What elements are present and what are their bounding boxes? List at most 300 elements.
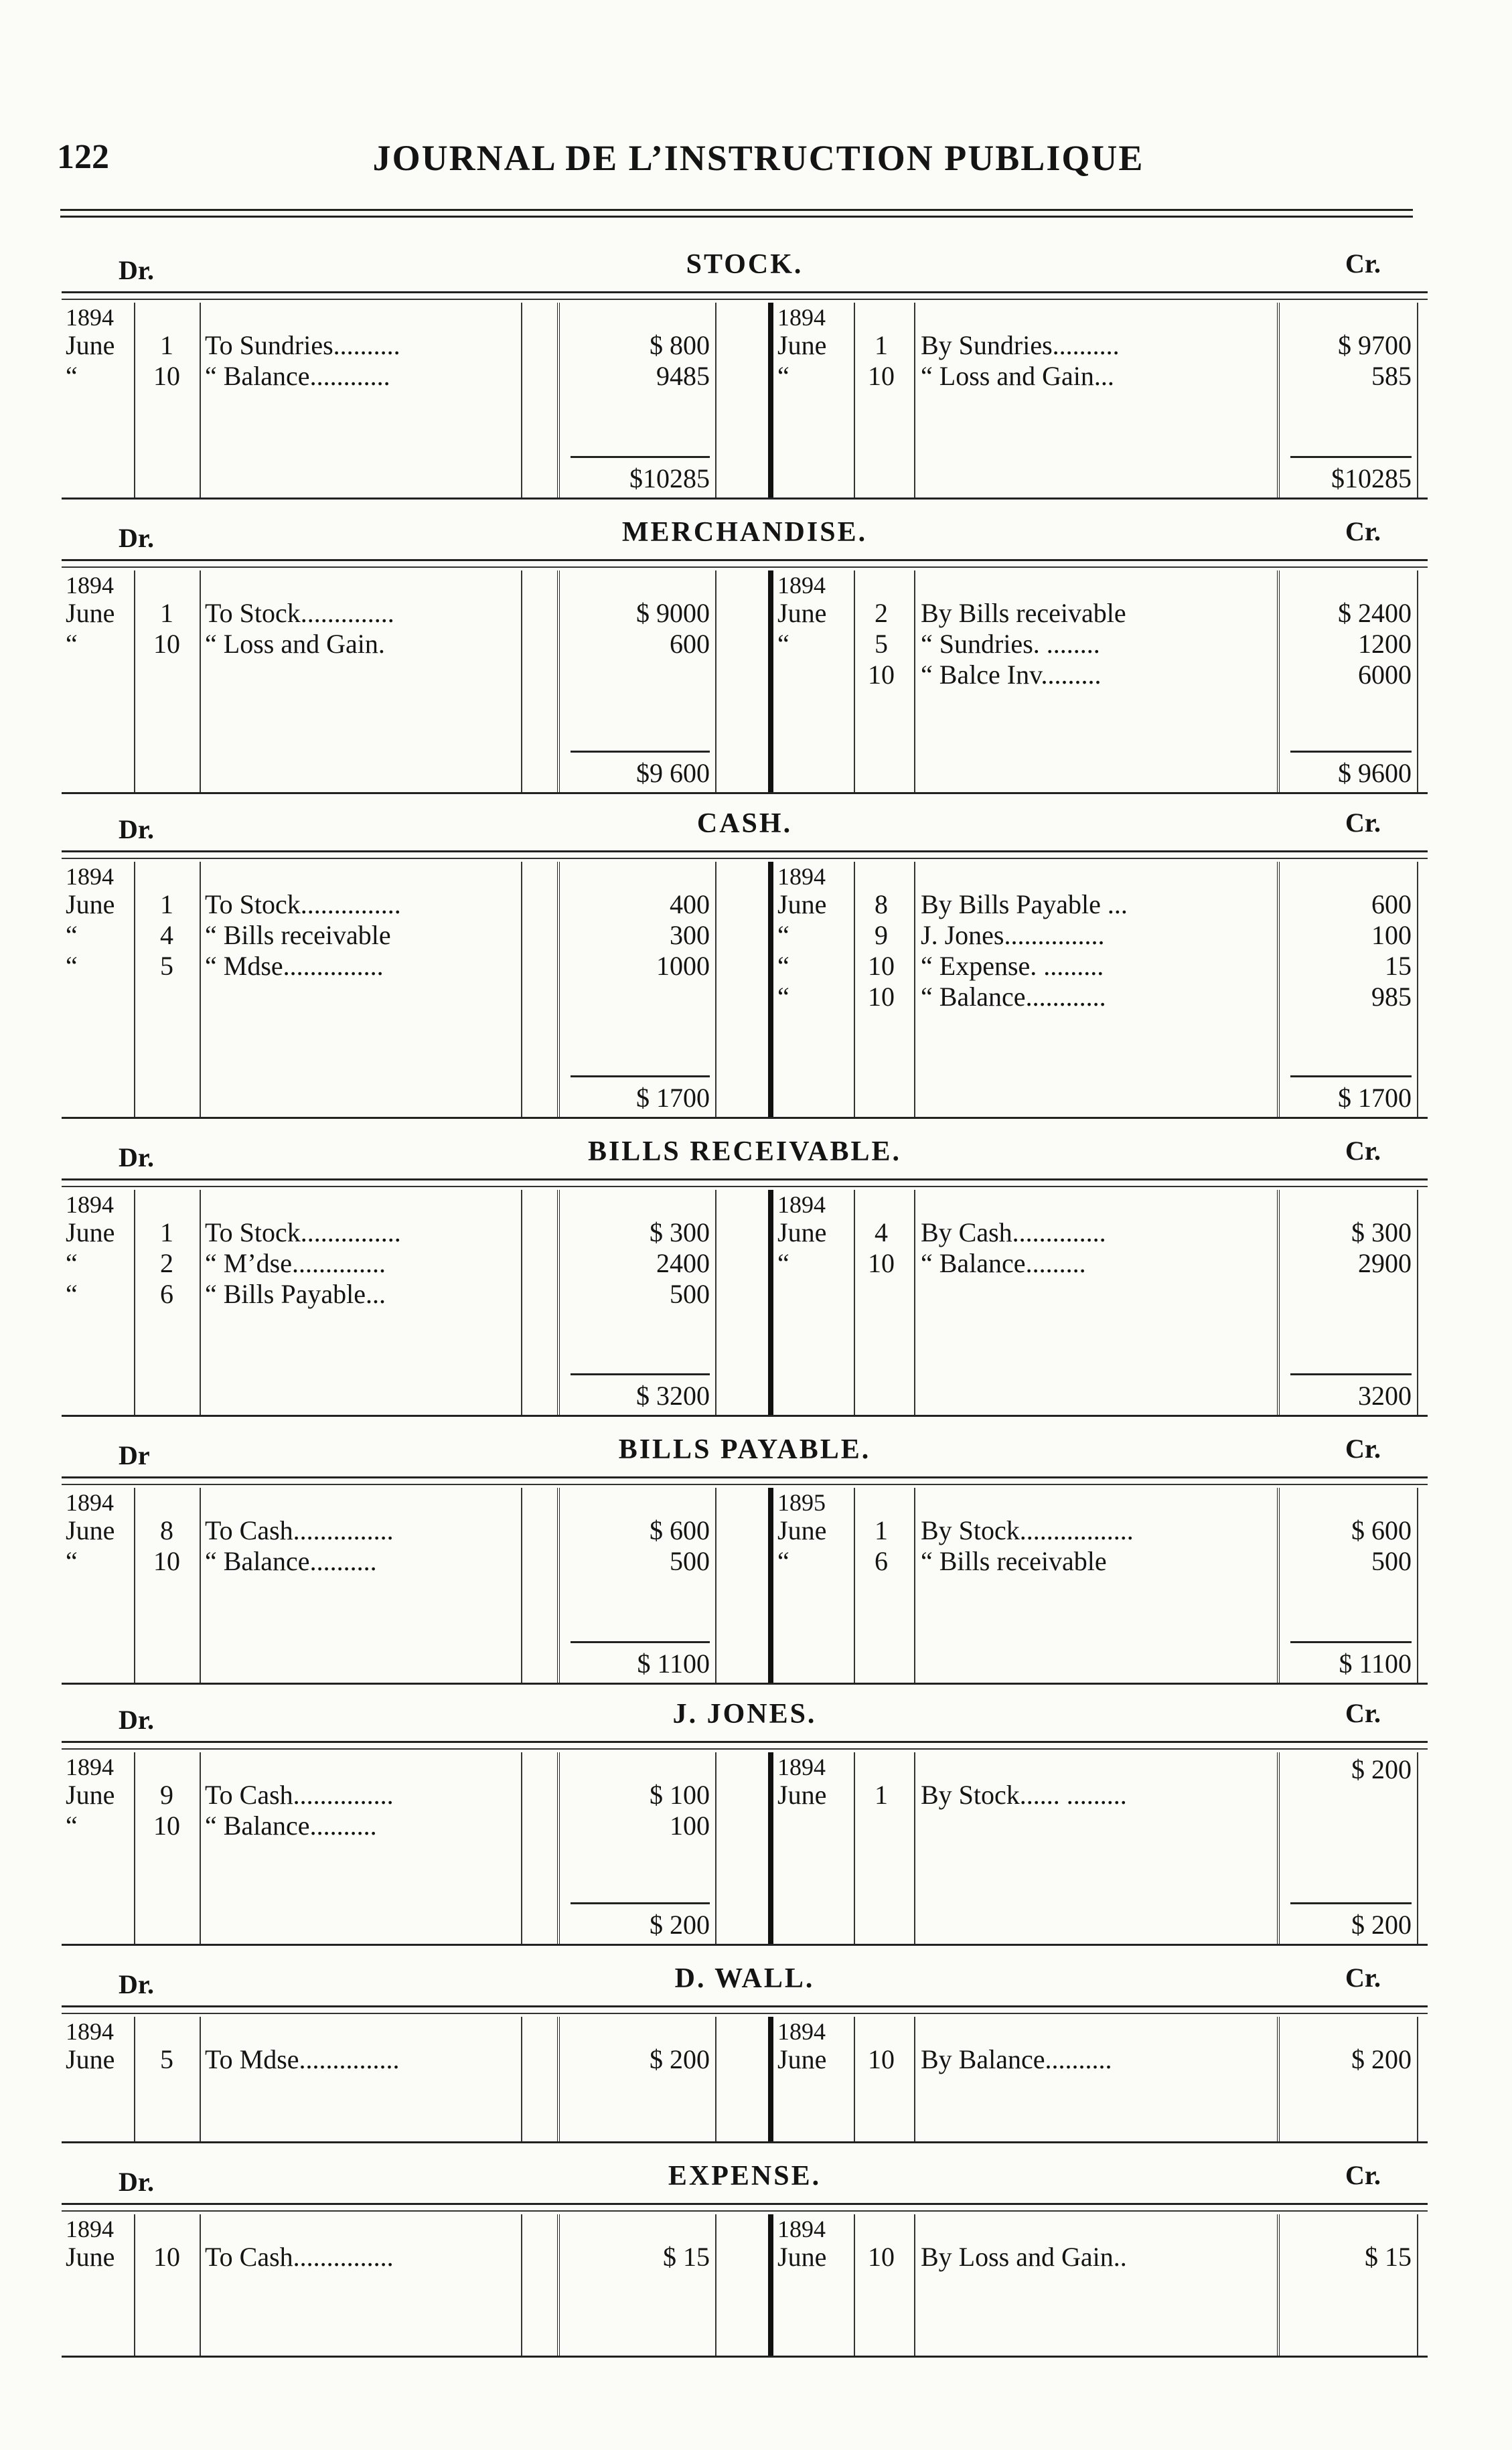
entry-description: “ Loss and Gain... xyxy=(921,361,1114,391)
total-rule xyxy=(1290,1902,1412,1904)
entry-day: 5 xyxy=(875,629,888,659)
debit-label: Dr. xyxy=(119,1969,154,1999)
entry-day: 5 xyxy=(160,951,173,981)
entry-description: “ Balance.......... xyxy=(205,1811,377,1841)
ledger-table xyxy=(62,1741,1428,1946)
entry-month: June xyxy=(66,598,115,628)
page-number: 122 xyxy=(57,138,109,176)
account-title: BILLS RECEIVABLE. xyxy=(587,1136,902,1167)
entry-month: June xyxy=(66,889,115,919)
entry-month: June xyxy=(66,2242,115,2272)
total-rule xyxy=(1290,751,1412,753)
left-side xyxy=(62,1488,731,1683)
entry-description: “ Loss and Gain. xyxy=(205,629,385,659)
account-heading xyxy=(62,228,1428,291)
journal-title: JOURNAL DE L’INSTRUCTION PUBLIQUE xyxy=(372,138,1144,178)
entry-day: 1 xyxy=(875,330,888,360)
entry-month: June xyxy=(777,598,827,628)
entry-day: 5 xyxy=(160,2044,173,2074)
day-column xyxy=(848,303,915,497)
entry-amount: $ 2400 xyxy=(1338,598,1412,628)
entry-day: 1 xyxy=(875,1780,888,1810)
entry-year: 1894 xyxy=(66,2216,114,2242)
amount-column xyxy=(557,1190,716,1415)
amount-column xyxy=(557,1488,716,1683)
description-column xyxy=(914,2214,1264,2356)
ledger-table xyxy=(62,291,1428,500)
left-side xyxy=(62,1752,731,1944)
entry-description: To Cash............... xyxy=(205,2242,394,2272)
entry-day: 6 xyxy=(875,1546,888,1576)
amount-column xyxy=(1277,1488,1418,1683)
amount-column xyxy=(557,1752,716,1944)
ledger-table xyxy=(62,2203,1428,2358)
debit-label: Dr. xyxy=(119,255,154,285)
entry-description: To Stock.............. xyxy=(205,598,394,628)
entry-year: 1894 xyxy=(777,1754,826,1780)
entry-day: 10 xyxy=(868,660,895,690)
entry-month: “ xyxy=(66,920,78,950)
entry-description: “ Bills receivable xyxy=(921,1546,1107,1576)
day-column xyxy=(134,303,201,497)
header-rule xyxy=(60,209,1413,211)
ledger-account xyxy=(62,1942,1428,2143)
total-rule xyxy=(571,1902,710,1904)
entry-day: 4 xyxy=(160,920,173,950)
entry-day: 10 xyxy=(153,1811,180,1841)
entry-description: By Sundries.......... xyxy=(921,330,1120,360)
entry-day: 1 xyxy=(160,598,173,628)
entry-day: 6 xyxy=(160,1279,173,1309)
date-column xyxy=(62,2017,135,2141)
total-rule xyxy=(571,751,710,753)
entry-total: $9 600 xyxy=(636,758,710,788)
right-side xyxy=(731,1752,1428,1944)
ledger-account xyxy=(62,2139,1428,2358)
entry-day: 8 xyxy=(875,889,888,919)
entry-month: June xyxy=(777,330,827,360)
entry-amount: 500 xyxy=(670,1546,710,1576)
date-column xyxy=(62,862,135,1117)
entry-description: To Stock............... xyxy=(205,889,401,919)
entry-month: “ xyxy=(66,1248,78,1278)
entry-description: “ Balance.......... xyxy=(205,1546,377,1576)
entry-amount: 100 xyxy=(670,1811,710,1841)
description-column xyxy=(200,2214,522,2356)
entry-amount: 985 xyxy=(1371,982,1412,1012)
debit-label: Dr. xyxy=(119,1705,154,1735)
left-side xyxy=(62,1190,731,1415)
entry-description: To Cash............... xyxy=(205,1780,394,1810)
amount-column xyxy=(557,2017,716,2141)
entry-total: $10285 xyxy=(629,463,710,493)
credit-label: Cr. xyxy=(1345,1698,1381,1728)
entry-amount: 300 xyxy=(670,920,710,950)
ledger-account xyxy=(62,1115,1428,1417)
amount-column xyxy=(1277,2017,1418,2141)
date-column xyxy=(768,862,855,1117)
entry-amount: $ 200 xyxy=(1351,1754,1412,1784)
description-column xyxy=(200,1488,522,1683)
amount-column xyxy=(1277,303,1418,497)
header-rule-double xyxy=(60,216,1413,218)
day-column xyxy=(134,1488,201,1683)
total-rule xyxy=(571,456,710,458)
ledger-table xyxy=(62,1178,1428,1417)
entry-day: 10 xyxy=(868,1248,895,1278)
day-column xyxy=(134,1752,201,1944)
amount-column xyxy=(1277,2214,1418,2356)
amount-column xyxy=(557,303,716,497)
total-rule xyxy=(571,1641,710,1643)
debit-label: Dr xyxy=(119,1440,150,1470)
account-title: J. JONES. xyxy=(672,1699,817,1730)
entry-total: $ 9600 xyxy=(1338,758,1412,788)
entry-month: June xyxy=(66,1780,115,1810)
day-column xyxy=(848,1488,915,1683)
entry-description: “ Sundries. ........ xyxy=(921,629,1100,659)
right-side xyxy=(731,1488,1428,1683)
ledger-table xyxy=(62,850,1428,1119)
entry-amount: 400 xyxy=(670,889,710,919)
total-rule xyxy=(571,1373,710,1375)
total-rule xyxy=(571,1075,710,1077)
entry-amount: 500 xyxy=(1371,1546,1412,1576)
entry-description: By Balance.......... xyxy=(921,2044,1112,2074)
entry-total: $ 200 xyxy=(650,1910,710,1940)
right-side xyxy=(731,570,1428,792)
entry-year: 1894 xyxy=(66,863,114,890)
entry-amount: $ 300 xyxy=(650,1217,710,1247)
entry-day: 2 xyxy=(875,598,888,628)
account-heading xyxy=(62,1115,1428,1178)
amount-column xyxy=(1277,570,1418,792)
account-heading xyxy=(62,1413,1428,1476)
entry-description: “ Balance............ xyxy=(205,361,390,391)
account-heading xyxy=(62,495,1428,559)
entry-description: “ Mdse............... xyxy=(205,951,384,981)
entry-year: 1894 xyxy=(66,1754,114,1780)
ledger-account xyxy=(62,1677,1428,1946)
debit-label: Dr. xyxy=(119,1142,154,1172)
amount-column xyxy=(557,862,716,1117)
entry-description: “ M’dse.............. xyxy=(205,1248,386,1278)
right-side xyxy=(731,862,1428,1117)
entry-month: June xyxy=(66,2044,115,2074)
entry-year: 1894 xyxy=(66,2018,114,2045)
date-column xyxy=(768,1752,855,1944)
entry-day: 1 xyxy=(160,330,173,360)
entry-day: 1 xyxy=(160,889,173,919)
amount-column xyxy=(557,570,716,792)
account-heading xyxy=(62,1677,1428,1741)
entry-total: $ 3200 xyxy=(636,1381,710,1411)
entry-description: By Cash.............. xyxy=(921,1217,1106,1247)
entry-day: 10 xyxy=(153,1546,180,1576)
account-title: CASH. xyxy=(696,808,793,839)
account-title: STOCK. xyxy=(686,249,804,280)
entry-amount: $ 15 xyxy=(1365,2242,1412,2272)
left-side xyxy=(62,862,731,1117)
entry-amount: 6000 xyxy=(1358,660,1412,690)
entry-month: “ xyxy=(777,951,789,981)
ledger-table xyxy=(62,2005,1428,2143)
ledger-account xyxy=(62,787,1428,1119)
ledger-account xyxy=(62,495,1428,794)
day-column xyxy=(848,862,915,1117)
entry-description: To Sundries.......... xyxy=(205,330,400,360)
entry-description: By Stock................. xyxy=(921,1515,1134,1545)
entry-month: June xyxy=(777,1217,827,1247)
description-column xyxy=(200,2017,522,2141)
day-column xyxy=(848,2017,915,2141)
entry-amount: 600 xyxy=(1371,889,1412,919)
entry-total: 3200 xyxy=(1358,1381,1412,1411)
date-column xyxy=(62,1488,135,1683)
entry-description: By Bills Payable ... xyxy=(921,889,1128,919)
entry-description: J. Jones............... xyxy=(921,920,1105,950)
entry-month: “ xyxy=(66,361,78,391)
entry-description: By Loss and Gain.. xyxy=(921,2242,1127,2272)
description-column xyxy=(914,1752,1264,1944)
entry-amount: 2400 xyxy=(656,1248,710,1278)
date-column xyxy=(62,2214,135,2356)
entry-description: To Cash............... xyxy=(205,1515,394,1545)
credit-label: Cr. xyxy=(1345,1136,1381,1166)
entry-total: $ 1700 xyxy=(636,1083,710,1113)
total-rule xyxy=(1290,1641,1412,1643)
entry-description: By Stock...... ......... xyxy=(921,1780,1127,1810)
day-column xyxy=(134,862,201,1117)
debit-label: Dr. xyxy=(119,2167,154,2197)
entry-day: 8 xyxy=(160,1515,173,1545)
date-column xyxy=(768,303,855,497)
entry-day: 10 xyxy=(868,361,895,391)
entry-year: 1894 xyxy=(66,1489,114,1516)
account-heading xyxy=(62,2139,1428,2203)
entry-amount: $ 15 xyxy=(663,2242,710,2272)
account-title: D. WALL. xyxy=(674,1963,815,1994)
description-column xyxy=(200,862,522,1117)
entry-description: To Stock............... xyxy=(205,1217,401,1247)
right-side xyxy=(731,1190,1428,1415)
date-column xyxy=(62,1752,135,1944)
entry-amount: 15 xyxy=(1385,951,1412,981)
entry-day: 9 xyxy=(875,920,888,950)
entry-year: 1894 xyxy=(777,2018,826,2045)
entry-amount: 500 xyxy=(670,1279,710,1309)
credit-label: Cr. xyxy=(1345,2160,1381,2190)
entry-total: $10285 xyxy=(1331,463,1412,493)
entry-amount: $ 200 xyxy=(650,2044,710,2074)
entry-total: $ 1700 xyxy=(1338,1083,1412,1113)
entry-amount: $ 9700 xyxy=(1338,330,1412,360)
entry-month: “ xyxy=(66,629,78,659)
account-heading xyxy=(62,787,1428,850)
description-column xyxy=(914,862,1264,1117)
description-column xyxy=(200,1190,522,1415)
left-side xyxy=(62,570,731,792)
entry-month: “ xyxy=(66,1546,78,1576)
day-column xyxy=(848,1190,915,1415)
entry-year: 1894 xyxy=(777,572,826,599)
entry-description: “ Expense. ......... xyxy=(921,951,1104,981)
day-column xyxy=(848,570,915,792)
entry-total: $ 1100 xyxy=(1339,1649,1412,1679)
entry-description: “ Bills Payable... xyxy=(205,1279,386,1309)
date-column xyxy=(768,2214,855,2356)
entry-amount: $ 600 xyxy=(1351,1515,1412,1545)
total-rule xyxy=(1290,1373,1412,1375)
day-column xyxy=(134,570,201,792)
total-rule xyxy=(1290,456,1412,458)
entry-amount: 100 xyxy=(1371,920,1412,950)
entry-description: “ Balance......... xyxy=(921,1248,1086,1278)
entry-total: $ 200 xyxy=(1351,1910,1412,1940)
day-column xyxy=(848,1752,915,1944)
description-column xyxy=(914,570,1264,792)
entry-month: June xyxy=(66,1515,115,1545)
entry-month: “ xyxy=(777,1546,789,1576)
entry-year: 1894 xyxy=(66,572,114,599)
entry-amount: $ 100 xyxy=(650,1780,710,1810)
entry-year: 1894 xyxy=(777,1191,826,1218)
entry-description: By Bills receivable xyxy=(921,598,1126,628)
date-column xyxy=(768,570,855,792)
left-side xyxy=(62,2214,731,2356)
ledger-table xyxy=(62,1476,1428,1685)
entry-amount: 600 xyxy=(670,629,710,659)
description-column xyxy=(200,1752,522,1944)
description-column xyxy=(914,303,1264,497)
account-title: EXPENSE. xyxy=(668,2161,822,2192)
entry-year: 1894 xyxy=(777,863,826,890)
entry-day: 10 xyxy=(868,982,895,1012)
entry-month: June xyxy=(777,1515,827,1545)
entry-month: “ xyxy=(777,629,789,659)
account-title: MERCHANDISE. xyxy=(621,517,868,548)
description-column xyxy=(914,1488,1264,1683)
entry-total: $ 1100 xyxy=(637,1649,710,1679)
credit-label: Cr. xyxy=(1345,1963,1381,1993)
entry-description: To Mdse............... xyxy=(205,2044,400,2074)
entry-amount: $ 600 xyxy=(650,1515,710,1545)
entry-month: “ xyxy=(66,1811,78,1841)
total-rule xyxy=(1290,1075,1412,1077)
debit-label: Dr. xyxy=(119,814,154,844)
credit-label: Cr. xyxy=(1345,248,1381,279)
entry-day: 1 xyxy=(875,1515,888,1545)
day-column xyxy=(134,2017,201,2141)
entry-amount: 9485 xyxy=(656,361,710,391)
entry-month: “ xyxy=(777,361,789,391)
entry-amount: 1000 xyxy=(656,951,710,981)
entry-year: 1894 xyxy=(66,304,114,331)
entry-description: “ Balce Inv......... xyxy=(921,660,1102,690)
entry-month: “ xyxy=(66,1279,78,1309)
entry-description: “ Balance............ xyxy=(921,982,1106,1012)
right-side xyxy=(731,303,1428,497)
entry-day: 2 xyxy=(160,1248,173,1278)
amount-column xyxy=(1277,1752,1418,1944)
ledger-table xyxy=(62,559,1428,794)
entry-amount: $ 9000 xyxy=(636,598,710,628)
right-side xyxy=(731,2017,1428,2141)
description-column xyxy=(200,570,522,792)
entry-amount: $ 300 xyxy=(1351,1217,1412,1247)
entry-year: 1894 xyxy=(777,2216,826,2242)
entry-amount: $ 800 xyxy=(650,330,710,360)
day-column xyxy=(848,2214,915,2356)
amount-column xyxy=(557,2214,716,2356)
credit-label: Cr. xyxy=(1345,1434,1381,1464)
description-column xyxy=(200,303,522,497)
entry-month: June xyxy=(777,1780,827,1810)
entry-day: 1 xyxy=(160,1217,173,1247)
date-column xyxy=(62,570,135,792)
ledger-account xyxy=(62,1413,1428,1685)
entry-month: “ xyxy=(66,951,78,981)
right-side xyxy=(731,2214,1428,2356)
entry-year: 1894 xyxy=(777,304,826,331)
entry-month: “ xyxy=(777,982,789,1012)
account-heading xyxy=(62,1942,1428,2005)
entry-day: 10 xyxy=(153,2242,180,2272)
entry-day: 10 xyxy=(868,951,895,981)
page-header xyxy=(57,131,1413,184)
left-side xyxy=(62,2017,731,2141)
ledger-account xyxy=(62,228,1428,500)
entry-month: “ xyxy=(777,920,789,950)
date-column xyxy=(768,1190,855,1415)
credit-label: Cr. xyxy=(1345,808,1381,838)
day-column xyxy=(134,1190,201,1415)
entry-month: June xyxy=(777,889,827,919)
entry-year: 1894 xyxy=(66,1191,114,1218)
left-side xyxy=(62,303,731,497)
entry-year: 1895 xyxy=(777,1489,826,1516)
entry-month: June xyxy=(777,2044,827,2074)
entry-amount: 585 xyxy=(1371,361,1412,391)
entry-amount: 1200 xyxy=(1358,629,1412,659)
amount-column xyxy=(1277,1190,1418,1415)
entry-month: “ xyxy=(777,1248,789,1278)
entry-day: 10 xyxy=(153,629,180,659)
date-column xyxy=(62,1190,135,1415)
description-column xyxy=(914,2017,1264,2141)
entry-month: June xyxy=(66,330,115,360)
entry-description: “ Bills receivable xyxy=(205,920,391,950)
date-column xyxy=(768,2017,855,2141)
entry-day: 10 xyxy=(868,2044,895,2074)
day-column xyxy=(134,2214,201,2356)
date-column xyxy=(768,1488,855,1683)
entry-amount: $ 200 xyxy=(1351,2044,1412,2074)
entry-amount: 2900 xyxy=(1358,1248,1412,1278)
entry-day: 10 xyxy=(868,2242,895,2272)
debit-label: Dr. xyxy=(119,523,154,553)
entry-month: June xyxy=(777,2242,827,2272)
description-column xyxy=(914,1190,1264,1415)
entry-day: 10 xyxy=(153,361,180,391)
date-column xyxy=(62,303,135,497)
entry-day: 4 xyxy=(875,1217,888,1247)
account-title: BILLS PAYABLE. xyxy=(618,1434,871,1465)
credit-label: Cr. xyxy=(1345,516,1381,546)
entry-month: June xyxy=(66,1217,115,1247)
entry-day: 9 xyxy=(160,1780,173,1810)
amount-column xyxy=(1277,862,1418,1117)
